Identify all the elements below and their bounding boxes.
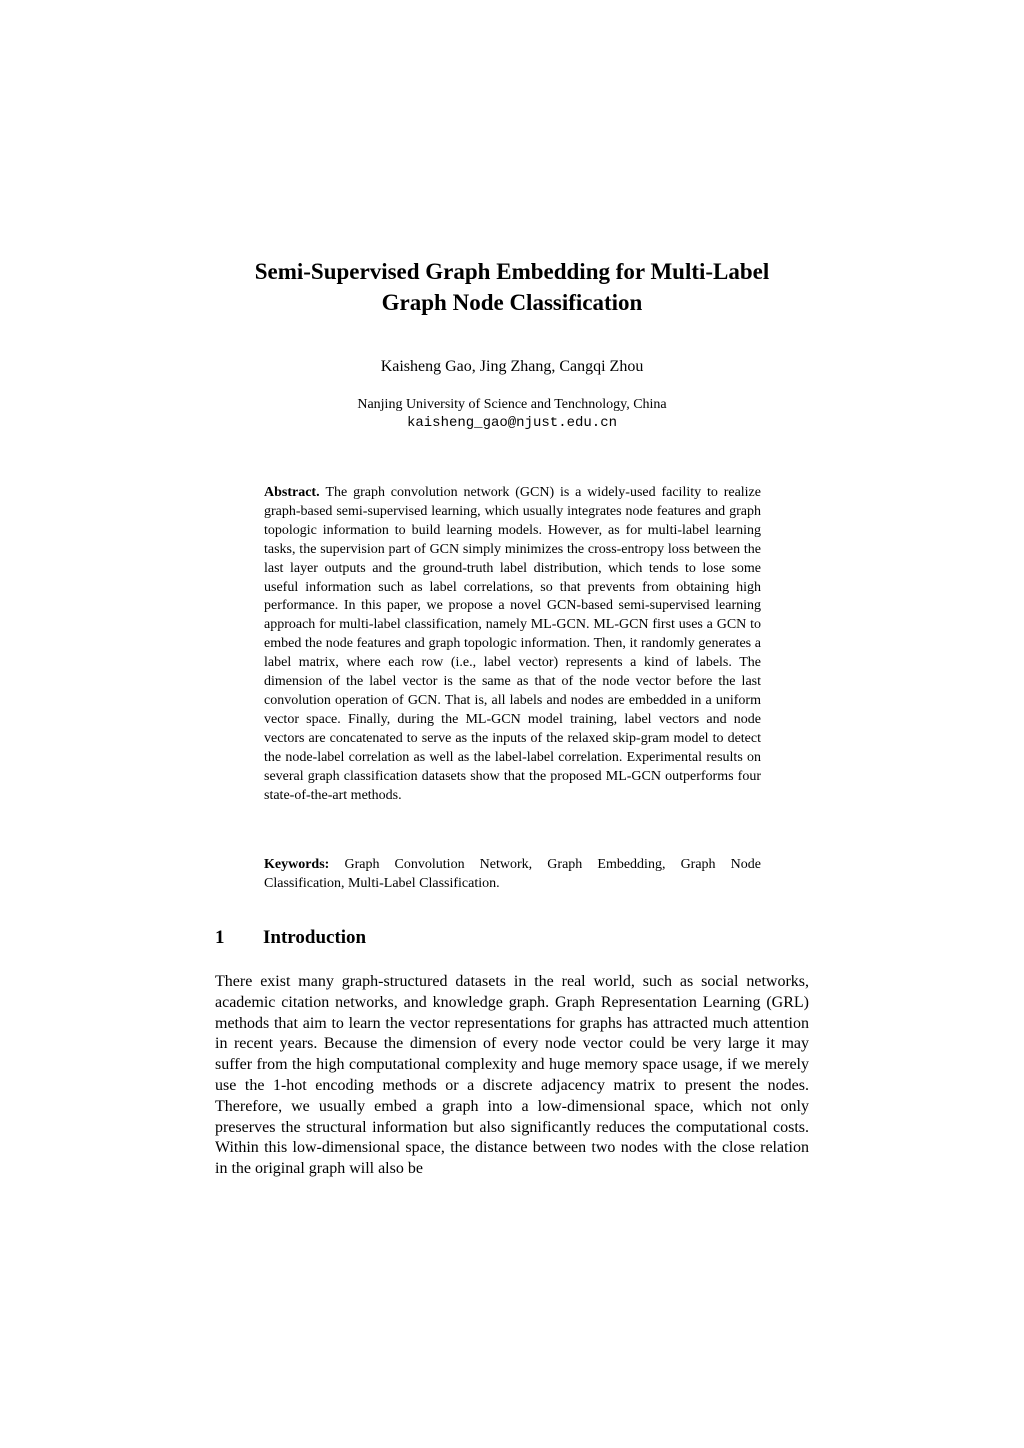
affiliation-block (160, 395, 864, 433)
section-heading (215, 926, 366, 950)
author-email: kaisheng_gao@njust.edu.cn (406, 415, 618, 431)
section-number: 1 (215, 927, 225, 948)
abstract (264, 484, 761, 805)
keywords-label: Keywords: (264, 857, 345, 872)
section-title: Introduction (263, 927, 367, 948)
intro-paragraph: There exist many graph-structured datasets in the real world, such as social networks, academic citation networks, and knowledge graph. Graph Representation Learning (GRL) methods that aim to learn the vector representations for graphs has attracted much attention in recent years. Because the dimension of every node vector could be very large it may suffer from the high computational complexity and huge memory space usage, if we merely use the 1-hot encoding methods or a discrete adjacency matrix to present the nodes. Therefore, we usually embed a graph into a low-dimensional space, which not only preserves the structural information but also significantly reduces the computational costs. Within this low-dimensional space, the distance between two nodes with the close relation in the original graph will also be (215, 973, 809, 1178)
keywords (264, 855, 761, 893)
title-line-1: Semi-Supervised Graph Embedding for Multi-Label (254, 259, 770, 284)
title-line-2: Graph Node Classification (381, 290, 643, 315)
keywords-text: Graph Convolution Network, Graph Embedding, Graph Node Classification, Multi-Label Classification. (264, 857, 761, 891)
paper-title (160, 256, 864, 318)
introduction-body (215, 972, 809, 1180)
abstract-label: Abstract. (264, 485, 326, 500)
author-list: Kaisheng Gao, Jing Zhang, Cangqi Zhou (380, 358, 644, 375)
affiliation: Nanjing University of Science and Tenchnology, China (357, 397, 667, 412)
abstract-text: The graph convolution network (GCN) is a widely-used facility to realize graph-based semi-supervised learning, which usually integrates node features and graph topologic information to build learning models. However, as for multi-label learning tasks, the supervision part of GCN simply minimizes the cross-entropy loss between the last layer outputs and the ground-truth label distribution, which tends to lose some useful information such as label correlations, so that prevents from obtaining high performance. In this paper, we propose a novel GCN-based semi-supervised learning approach for multi-label classification, namely ML-GCN. ML-GCN first uses a GCN to embed the node features and graph topologic information. Then, it randomly generates a label matrix, where each row (i.e., label vector) represents a kind of labels. The dimension of the label vector is the same as that of the node vector before the last convolution operation of GCN. That is, all labels and nodes are embedded in a uniform vector space. Finally, during the ML-GCN model training, label vectors and node vectors are concatenated to serve as the inputs of the relaxed skip-gram model to detect the node-label correlation as well as the label-label correlation. Experimental results on several graph classification datasets show that the proposed ML-GCN outperforms four state-of-the-art methods. (264, 485, 761, 803)
